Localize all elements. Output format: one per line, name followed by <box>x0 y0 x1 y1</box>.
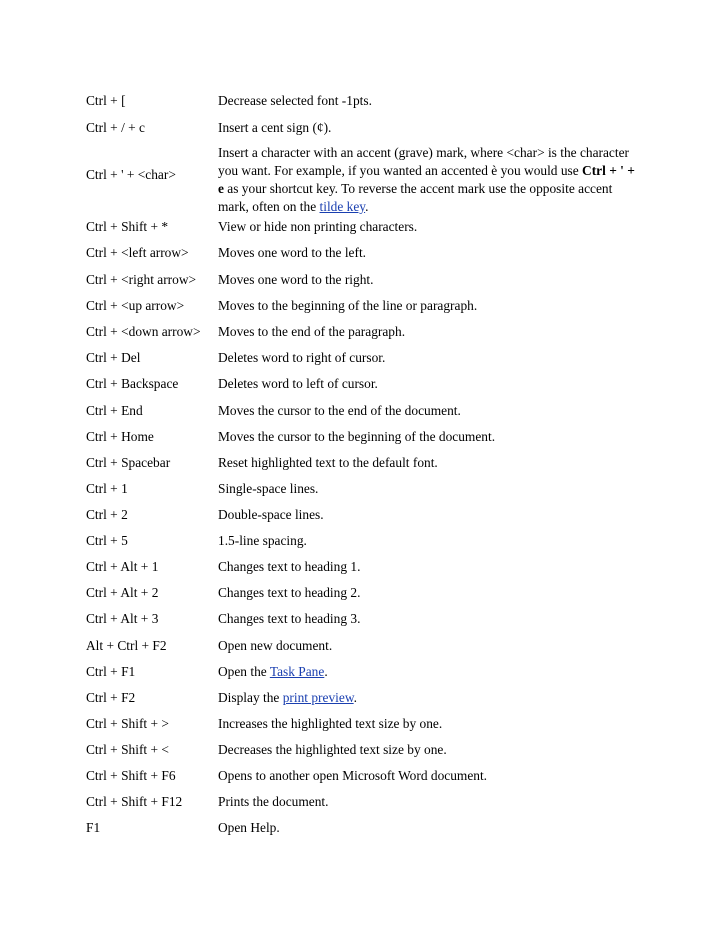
shortcut-description: Decrease selected font -1pts. <box>218 93 372 108</box>
shortcut-key: Ctrl + <up arrow> <box>86 298 185 313</box>
shortcut-description: Deletes word to right of cursor. <box>218 350 386 365</box>
shortcut-description: Open new document. <box>218 638 333 653</box>
description-text: . <box>353 690 357 705</box>
shortcut-key: Ctrl + 2 <box>86 507 128 522</box>
shortcut-description: Deletes word to left of cursor. <box>218 376 378 391</box>
shortcut-description <box>218 144 643 216</box>
shortcut-key: Ctrl + Alt + 3 <box>86 611 159 626</box>
shortcut-description: Double-space lines. <box>218 507 324 522</box>
shortcut-description: Single-space lines. <box>218 481 319 496</box>
shortcut-description: Moves one word to the left. <box>218 245 367 260</box>
description-text: . <box>365 199 369 214</box>
shortcut-description: Changes text to heading 2. <box>218 585 361 600</box>
description-text: Insert a character with an accent (grave) mark, where <char> is the character you want. For example, if you wanted an accented è you would use <box>218 145 630 178</box>
shortcut-key: Ctrl + 1 <box>86 481 128 496</box>
shortcut-description: Moves to the beginning of the line or paragraph. <box>218 298 478 313</box>
shortcut-key: Ctrl + Shift + F6 <box>86 768 176 783</box>
shortcut-description: Moves one word to the right. <box>218 272 374 287</box>
shortcut-description: Increases the highlighted text size by one. <box>218 716 443 731</box>
shortcut-description: View or hide non printing characters. <box>218 219 418 234</box>
shortcut-key: Ctrl + Spacebar <box>86 455 171 470</box>
description-text: . <box>324 664 328 679</box>
shortcut-key: Ctrl + F1 <box>86 664 136 679</box>
shortcut-key: Ctrl + Alt + 1 <box>86 559 159 574</box>
shortcut-key: Ctrl + End <box>86 403 143 418</box>
shortcut-key: Ctrl + 5 <box>86 533 128 548</box>
shortcut-description: Prints the document. <box>218 794 329 809</box>
shortcut-description <box>218 689 643 707</box>
shortcut-key: Ctrl + [ <box>86 93 126 108</box>
shortcut-description: Changes text to heading 1. <box>218 559 361 574</box>
shortcut-description: Open Help. <box>218 820 280 835</box>
shortcut-description: Changes text to heading 3. <box>218 611 361 626</box>
description-text: Display the <box>218 690 283 705</box>
shortcut-key: Ctrl + <right arrow> <box>86 272 197 287</box>
shortcut-description: Reset highlighted text to the default font. <box>218 455 438 470</box>
shortcut-key: Ctrl + Alt + 2 <box>86 585 159 600</box>
shortcut-key: Ctrl + Del <box>86 350 141 365</box>
tilde-key-link[interactable]: tilde key <box>319 199 366 214</box>
shortcut-description: 1.5-line spacing. <box>218 533 307 548</box>
shortcut-description: Moves the cursor to the end of the document. <box>218 403 461 418</box>
shortcut-description: Opens to another open Microsoft Word document. <box>218 768 488 783</box>
description-text: Open the <box>218 664 270 679</box>
shortcut-key: Ctrl + Shift + * <box>86 219 169 234</box>
shortcut-key: Ctrl + ' + <char> <box>86 167 176 182</box>
shortcut-key: Ctrl + / + c <box>86 120 145 135</box>
shortcut-description: Moves to the end of the paragraph. <box>218 324 406 339</box>
description-text: as your shortcut key. To reverse the accent mark use the opposite accent mark, often on the <box>218 181 613 214</box>
shortcut-description: Decreases the highlighted text size by one. <box>218 742 447 757</box>
shortcut-key: Ctrl + Backspace <box>86 376 179 391</box>
shortcut-description <box>218 663 643 681</box>
bold-shortcut: Ctrl + ' + e <box>218 163 635 196</box>
shortcut-key: Ctrl + Home <box>86 429 154 444</box>
task-pane-link[interactable]: Task Pane <box>269 664 325 679</box>
shortcut-key: F1 <box>86 820 101 835</box>
shortcut-key: Ctrl + Shift + < <box>86 742 169 757</box>
shortcut-key: Ctrl + <down arrow> <box>86 324 201 339</box>
shortcut-description: Moves the cursor to the beginning of the document. <box>218 429 496 444</box>
shortcut-key: Ctrl + Shift + F12 <box>86 794 183 809</box>
shortcut-key: Ctrl + Shift + > <box>86 716 169 731</box>
shortcut-key: Ctrl + <left arrow> <box>86 245 189 260</box>
shortcut-description: Insert a cent sign (¢). <box>218 120 332 135</box>
shortcut-key: Alt + Ctrl + F2 <box>86 638 167 653</box>
shortcut-key: Ctrl + F2 <box>86 690 136 705</box>
print-preview-link[interactable]: print preview <box>282 690 354 705</box>
